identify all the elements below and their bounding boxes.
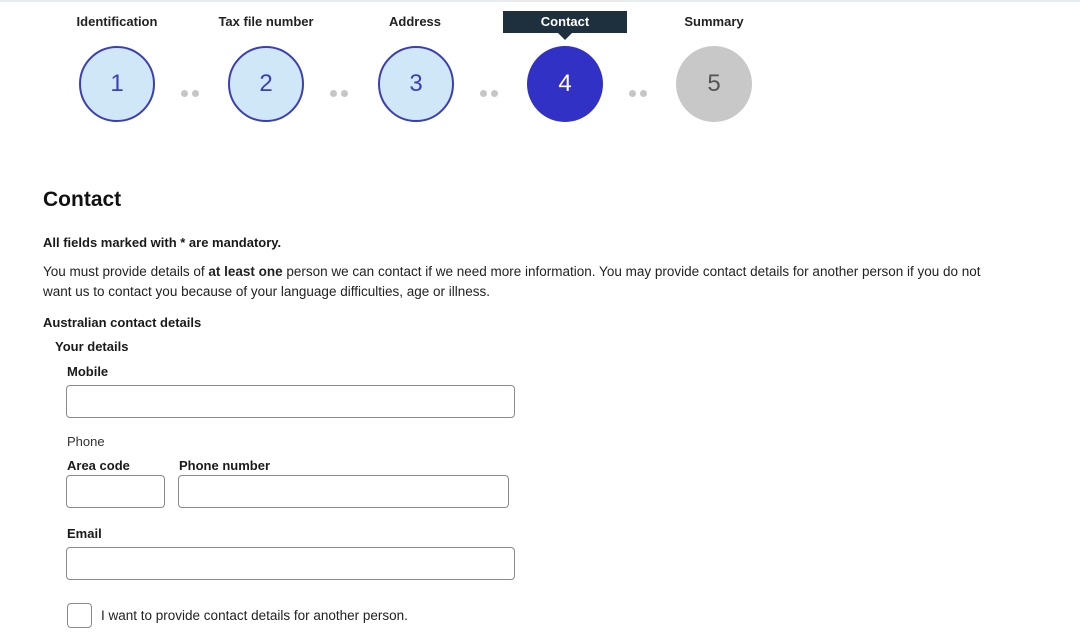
step-label-contact: Contact: [503, 11, 627, 33]
step-1-circle[interactable]: 1: [79, 46, 155, 122]
step-connector-dots: [330, 84, 354, 92]
step-5-circle: 5: [676, 46, 752, 122]
area-code-label: Area code: [67, 458, 130, 473]
step-label-summary: Summary: [684, 14, 744, 29]
mobile-input[interactable]: [66, 385, 515, 418]
step-4-circle: 4: [527, 46, 603, 122]
step-connector-dots: [181, 84, 205, 92]
page-title: Contact: [43, 188, 122, 211]
step-2-circle[interactable]: 2: [228, 46, 304, 122]
step-connector-dots: [629, 84, 653, 92]
phone-number-input[interactable]: [178, 475, 509, 508]
phone-number-label: Phone number: [179, 458, 271, 473]
email-label: Email: [67, 526, 102, 541]
phone-group-label: Phone: [67, 434, 105, 449]
mobile-label: Mobile: [67, 364, 109, 379]
progress-stepper: [0, 0, 1080, 140]
another-person-checkbox[interactable]: [67, 603, 92, 628]
another-person-checkbox-label[interactable]: I want to provide contact details for another person.: [101, 608, 408, 623]
step-label-tax-file-number: Tax file number: [218, 14, 314, 29]
intro-text-part2: person we can contact if we need more information. You may provide contact details for another person if you do not want us to contact you because of your language difficulties, age or illness.: [43, 264, 981, 299]
step-label-address: Address: [388, 14, 442, 29]
step-connector-dots: [480, 84, 504, 92]
step-3-circle[interactable]: 3: [378, 46, 454, 122]
email-input[interactable]: [66, 547, 515, 580]
intro-text: [43, 262, 1003, 301]
area-code-input[interactable]: [66, 475, 165, 508]
mandatory-note: All fields marked with * are mandatory.: [43, 235, 282, 250]
intro-text-part1: You must provide details of: [43, 264, 209, 279]
step-label-identification: Identification: [76, 14, 158, 29]
subsection-label-your-details: Your details: [55, 339, 129, 354]
intro-text-bold: at least one: [208, 264, 283, 279]
section-label-australian-contact: Australian contact details: [43, 315, 202, 330]
